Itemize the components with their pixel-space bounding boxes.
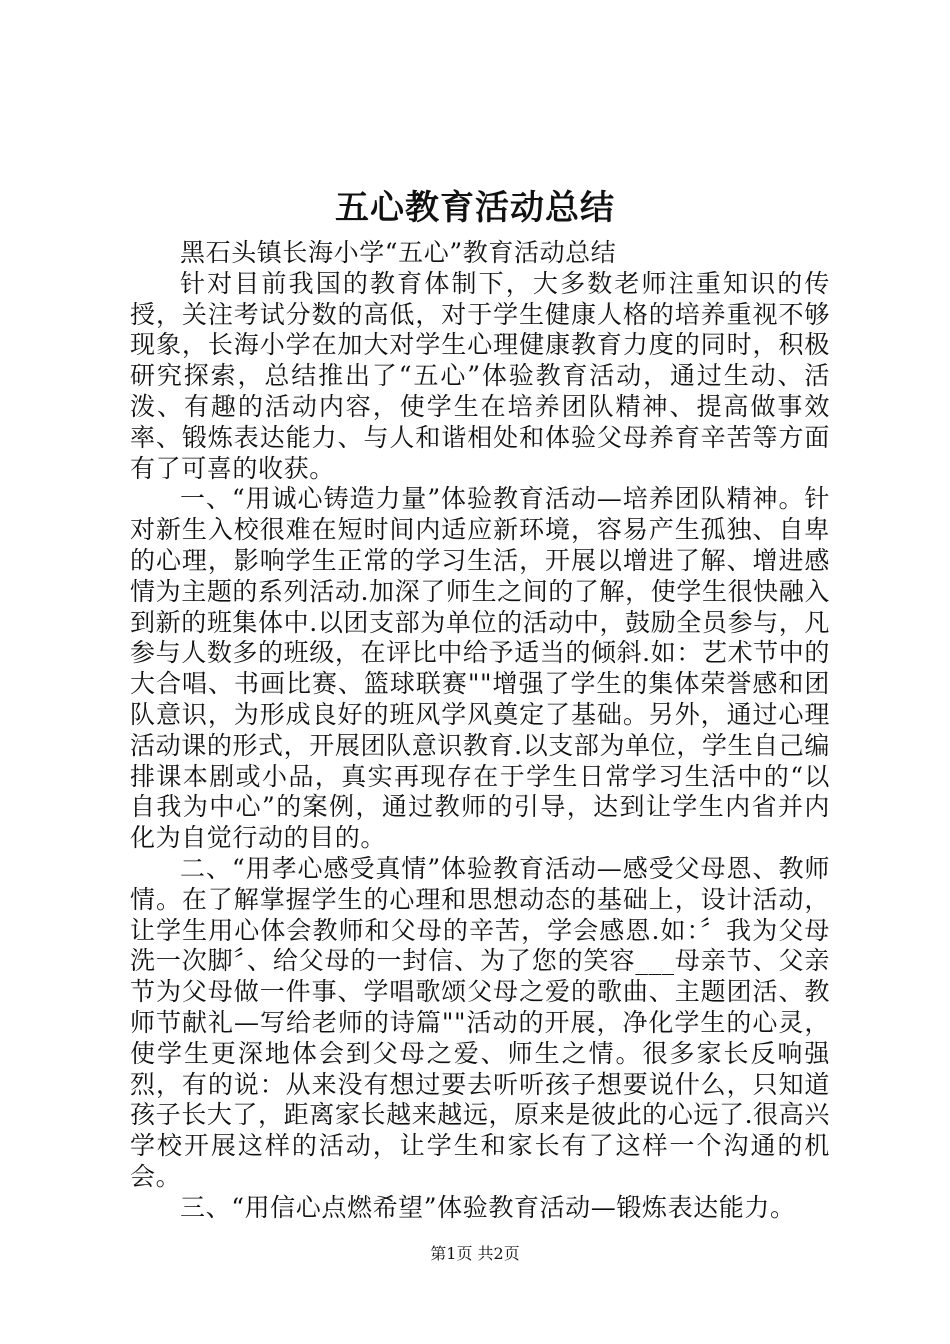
paragraph-section-1: 一、“用诚心铸造力量”体验教育活动—培养团队精神。针对新生入校很难在短时间内适应新环境，容易产生孤独、自卑的心理，影响学生正常的学习生活，开展以增进了解、增进感情为主题的系列活动.加深了师生之间的了解，使学生很快融入到新的班集体中.以团支部为单位的活动中，鼓励全员参与，凡参与人数多的班级，在评比中给予适当的倾斜.如：艺术节中的大合唱、书画比赛、篮球联赛""增强了学生的集体荣誉感和团队意识，为形成良好的班风学风奠定了基础。另外，通过心理活动课的形式，开展团队意识教育.以支部为单位，学生自己编排课本剧或小品，真实再现存在于学生日常学习生活中的“以自我为中心”的案例，通过教师的引导，达到让学生内省并内化为自觉行动的目的。 bbox=[130, 484, 830, 853]
document-body bbox=[130, 238, 830, 1224]
page-footer: 第1页 共2页 bbox=[430, 1244, 520, 1263]
paragraph-subtitle: 黑石头镇长海小学“五心”教育活动总结 bbox=[180, 238, 617, 267]
paragraph-section-3: 三、“用信心点燃希望”体验教育活动—锻炼表达能力。 bbox=[180, 1192, 796, 1222]
document-title: 五心教育活动总结 bbox=[335, 188, 615, 228]
paragraph-section-2: 二、“用孝心感受真情”体验教育活动—感受父母恩、教师情。在了解掌握学生的心理和思想动态的基础上，设计活动，让学生用心体会教师和父母的辛苦，学会感恩.如：〞我为父母洗一次脚〞、给父母的一封信、为了您的笑容___母亲节、父亲节为父母做一件事、学唱歌颂父母之爱的歌曲、主题团活、教师节献礼—写给老师的诗篇""活动的开展，净化学生的心灵，使学生更深地体会到父母之爱、师生之情。很多家长反响强烈，有的说：从来没有想过要去听听孩子想要说什么，只知道孩子长大了，距离家长越来越远，原来是彼此的心远了.很高兴学校开展这样的活动，让学生和家长有了这样一个沟通的机会。 bbox=[130, 853, 830, 1191]
paragraph-intro: 针对目前我国的教育体制下，大多数老师注重知识的传授，关注考试分数的高低，对于学生健康人格的培养重视不够现象，长海小学在加大对学生心理健康教育力度的同时，积极研究探索，总结推出了“五心”体验教育活动，通过生动、活泼、有趣的活动内容，使学生在培养团队精神、提高做事效率、锻炼表达能力、与人和谐相处和体验父母养育辛苦等方面有了可喜的收获。 bbox=[130, 268, 830, 483]
